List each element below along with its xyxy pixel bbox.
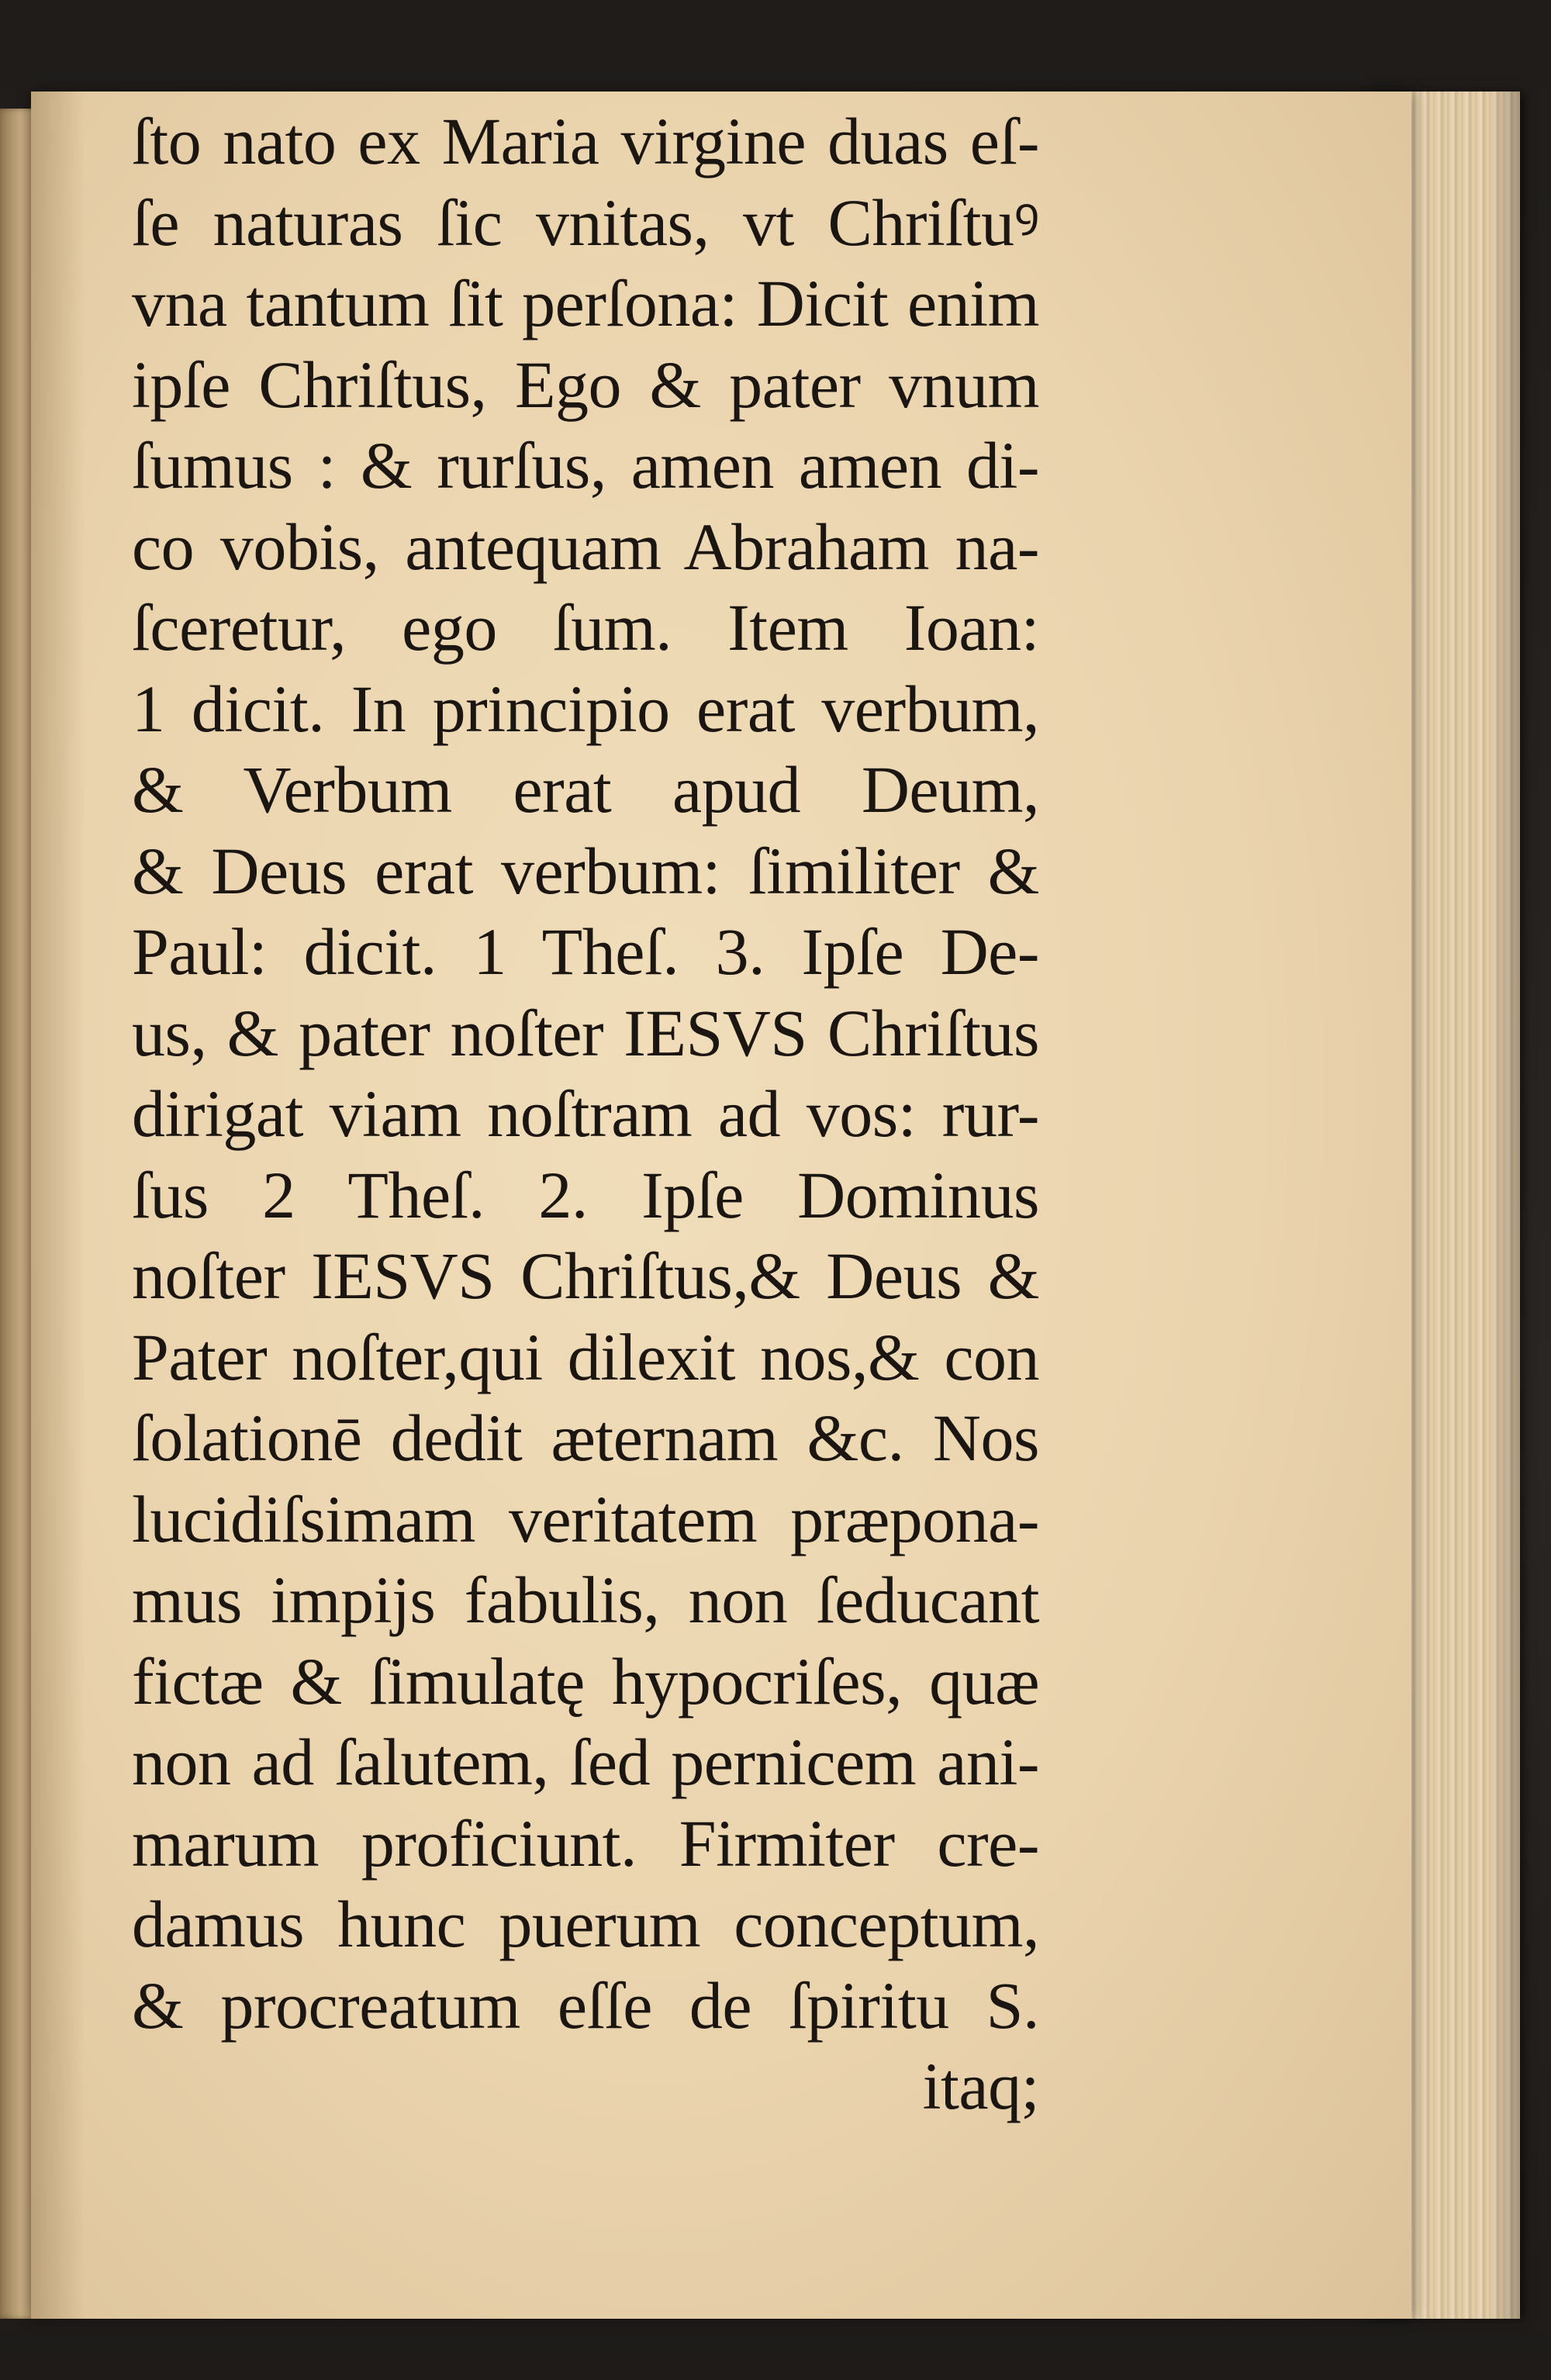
text-line: us, & pater noſter IESVS Chriſtus: [132, 995, 1039, 1070]
text-line: ſe naturas ſic vnitas, vt Chriſtuꝰ: [132, 185, 1039, 260]
text-line: vna tantum ſit perſona: Dicit enim: [132, 266, 1039, 340]
text-line: damus hunc puerum conceptum,: [132, 1887, 1039, 1961]
text-line: ſto nato ex Maria virgine duas eſ-: [132, 104, 1039, 178]
text-line: ſceretur, ego ſum. Item Ioan:: [132, 590, 1039, 665]
text-line: & Verbum erat apud Deum,: [132, 752, 1039, 827]
text-line: noſter IESVS Chriſtus,& Deus &: [132, 1238, 1039, 1313]
text-line: & procreatum eſſe de ſpiritu S.: [132, 1967, 1039, 2043]
body-text: [132, 101, 1039, 2127]
text-line: mus impijs fabulis, non ſeducant: [132, 1563, 1039, 1637]
text-line: dirigat viam noſtram ad vos: rur-: [132, 1076, 1039, 1151]
text-line: lucidiſsimam veritatem præpona-: [132, 1481, 1039, 1556]
text-line: ſus 2 Theſ. 2. Ipſe Dominus: [132, 1157, 1039, 1232]
text-line: fictæ & ſimulatę hypocriſes, quæ: [132, 1643, 1039, 1719]
text-line: ſumus : & rurſus, amen amen di-: [132, 428, 1039, 503]
catchword: itaq;: [922, 2049, 1039, 2123]
text-line: Paul: dicit. 1 Theſ. 3. Ipſe De-: [132, 914, 1039, 989]
text-line: co vobis, antequam Abraham na-: [132, 509, 1039, 584]
text-line: ipſe Chriſtus, Ego & pater vnum: [132, 347, 1039, 422]
text-line: 1 dicit. In principio erat verbum,: [132, 671, 1039, 746]
text-line: ſolationē dedit æternam &c. Nos: [132, 1401, 1039, 1475]
text-line: non ad ſalutem, ſed pernicem ani-: [132, 1725, 1039, 1799]
text-line: Pater noſter,qui dilexit nos,& con: [132, 1319, 1039, 1394]
text-line: marum proficiunt. Firmiter cre-: [132, 1805, 1039, 1881]
text-line: & Deus erat verbum: ſimiliter &: [132, 833, 1039, 908]
